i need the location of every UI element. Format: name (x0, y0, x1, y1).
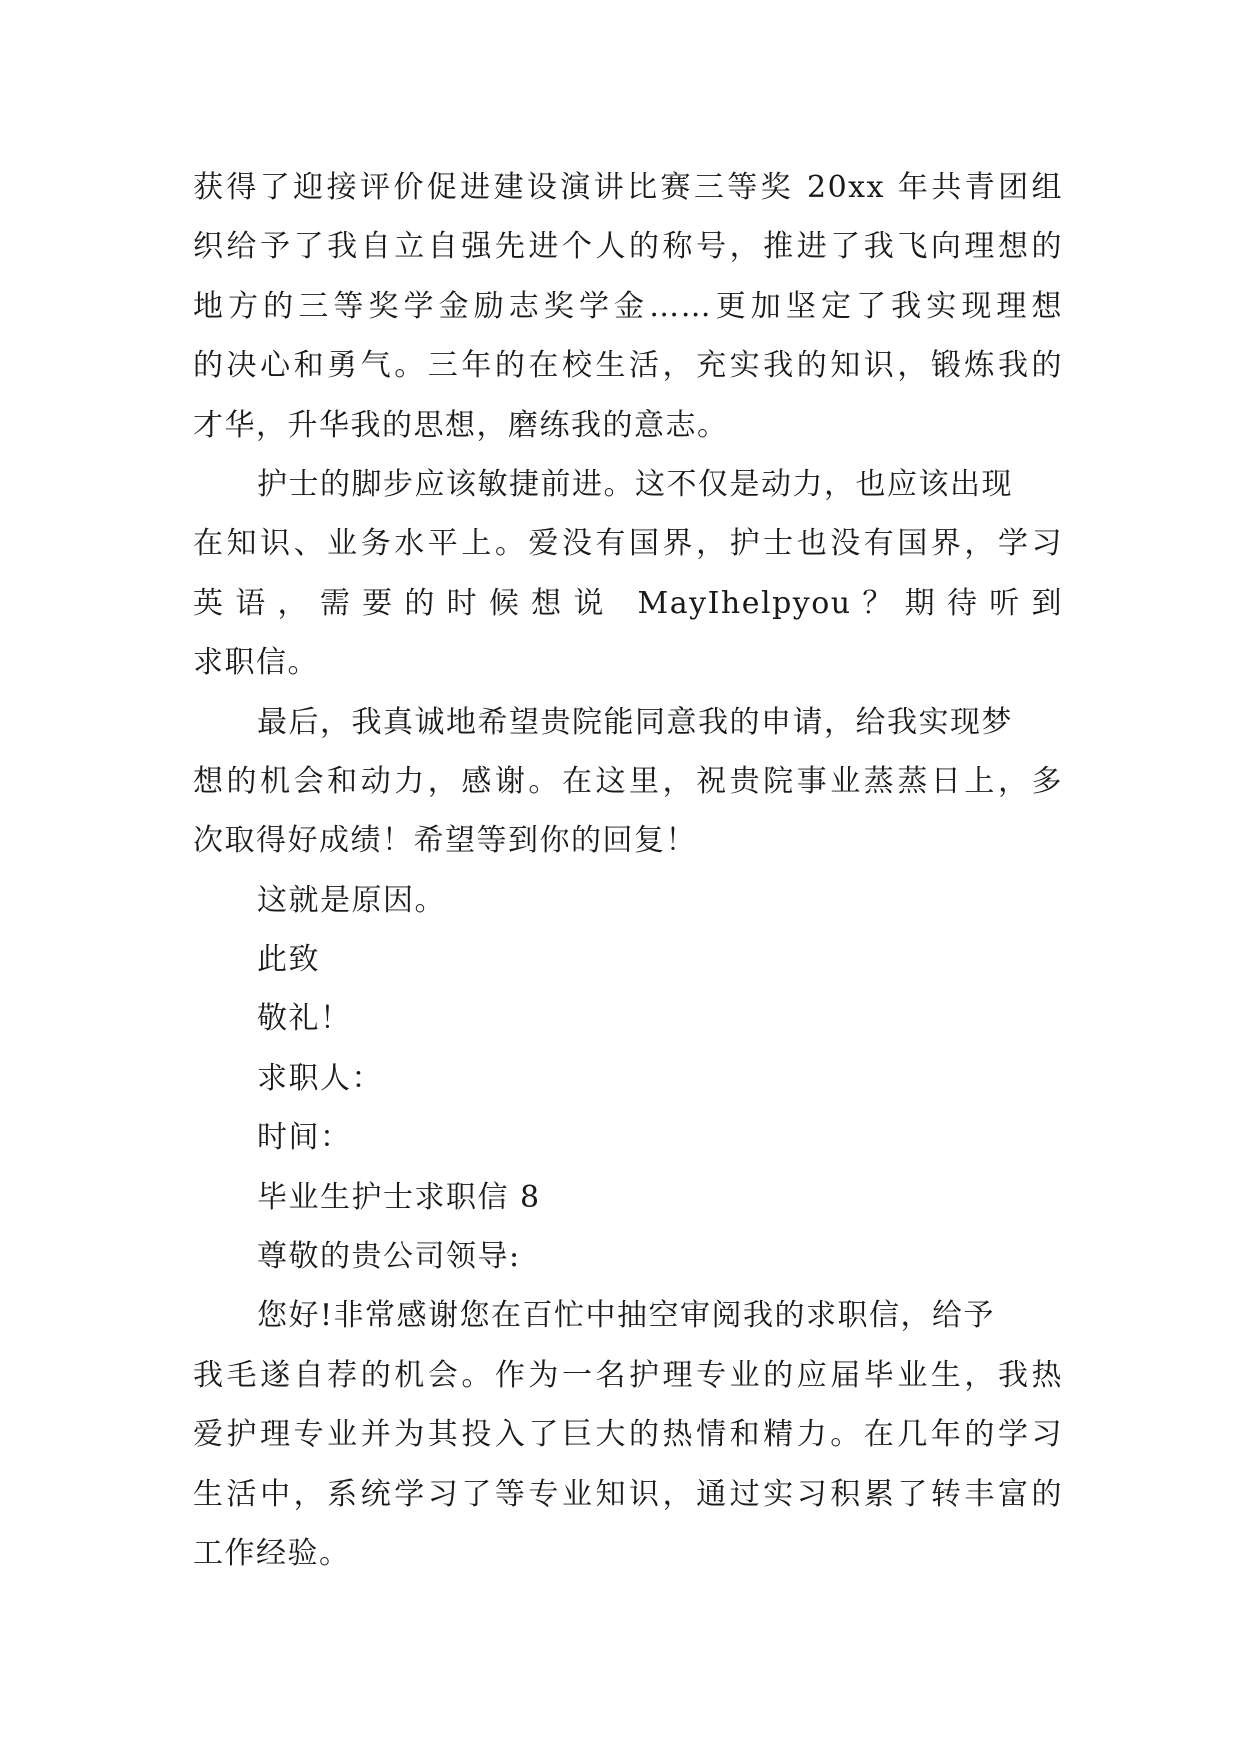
paragraph-line: 您好!非常感谢您在百忙中抽空审阅我的求职信，给予 (257, 1298, 996, 1334)
paragraph-line: 才华，升华我的思想，磨练我的意志。 (193, 407, 729, 443)
paragraph-line: 我毛遂自荐的机会。作为一名护理专业的应届毕业生，我热 (193, 1357, 1063, 1393)
greeting-line: 尊敬的贵公司领导: (257, 1239, 521, 1275)
paragraph-line: 护士的脚步应该敏捷前进。这不仅是动力，也应该出现 (257, 466, 1013, 502)
paragraph-line: 地方的三等奖学金励志奖学金……更加坚定了我实现理想 (193, 288, 1063, 324)
paragraph-line: 求职信。 (193, 645, 319, 681)
paragraph-line: 想的机会和动力，感谢。在这里，祝贵院事业蒸蒸日上，多 (193, 763, 1063, 799)
paragraph-line: 工作经验。 (193, 1535, 351, 1571)
signature-line: 求职人： (257, 1060, 383, 1096)
paragraph-line: 爱护理专业并为其投入了巨大的热情和精力。在几年的学习 (193, 1417, 1063, 1453)
paragraph-line: 在知识、业务水平上。爱没有国界，护士也没有国界，学习 (193, 526, 1063, 562)
salutation-line: 敬礼！ (257, 1001, 352, 1037)
date-line: 时间： (257, 1120, 352, 1156)
salutation-line: 此致 (257, 942, 320, 978)
section-heading: 毕业生护士求职信 8 (257, 1179, 541, 1215)
paragraph-line: 生活中，系统学习了等专业知识，通过实习积累了转丰富的 (193, 1476, 1063, 1512)
letter-body (193, 158, 1063, 1583)
paragraph-line: 次取得好成绩！希望等到你的回复！ (193, 823, 697, 859)
paragraph-line: 最后，我真诚地希望贵院能同意我的申请，给我实现梦 (257, 704, 1013, 740)
paragraph-line: 织给予了我自立自强先进个人的称号，推进了我飞向理想的 (193, 229, 1063, 265)
paragraph-line: 的决心和勇气。三年的在校生活，充实我的知识，锻炼我的 (193, 348, 1063, 384)
paragraph-line: 获得了迎接评价促进建设演讲比赛三等奖 20xx 年共青团组 (193, 170, 1063, 205)
closing-line: 这就是原因。 (257, 882, 446, 918)
paragraph-line: 英语，需要的时候想说 MayIhelpyou？期待听到 (193, 585, 1063, 621)
